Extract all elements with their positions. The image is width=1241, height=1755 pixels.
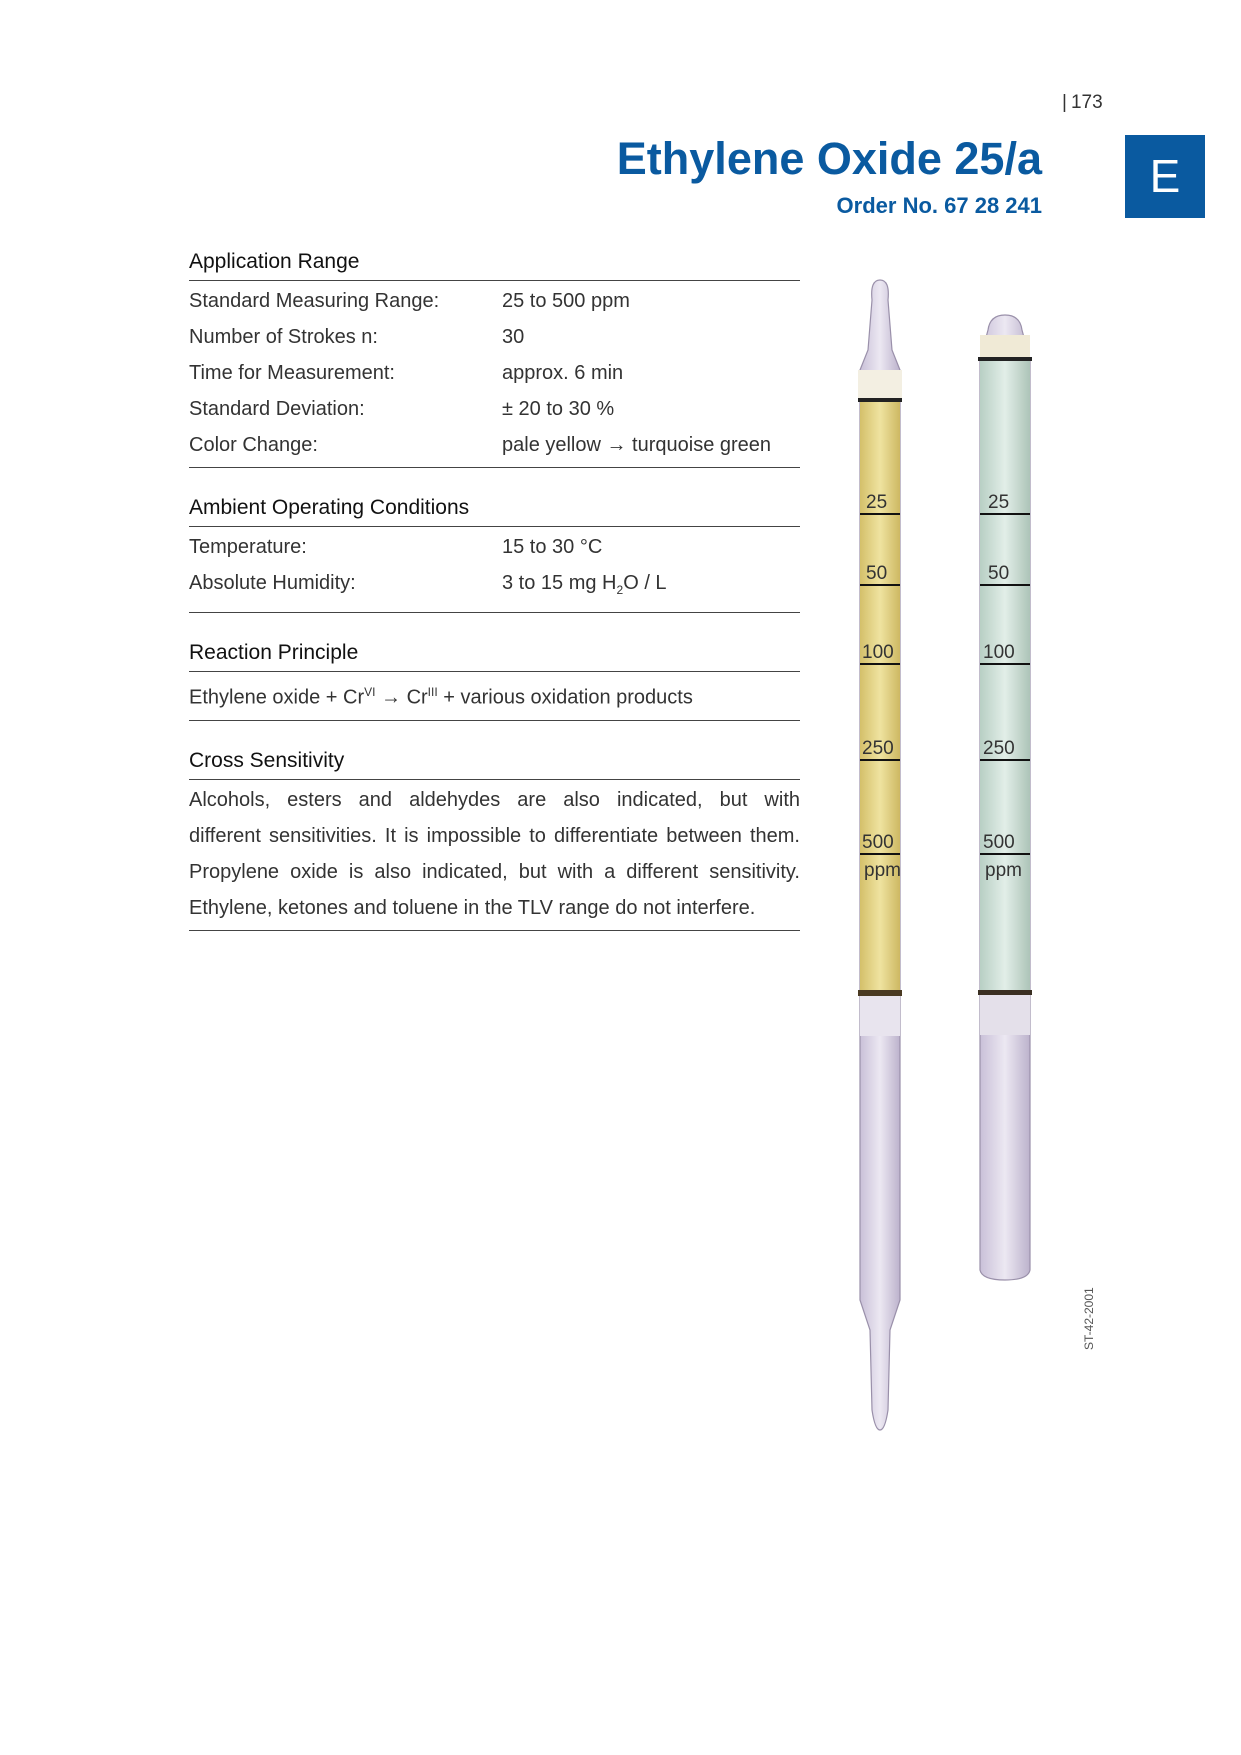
- page-title: Ethylene Oxide 25/a: [616, 133, 1042, 184]
- spec-row: Standard Measuring Range: 25 to 500 ppm: [189, 290, 630, 312]
- ambient-conditions-section: [189, 496, 800, 613]
- section-title: Reaction Principle: [189, 641, 800, 672]
- unit-label: ppm: [864, 860, 901, 881]
- scale-mark-100: [860, 642, 1030, 664]
- photo-credit: ST-42-2001: [1082, 1287, 1096, 1350]
- scale-label: 100: [983, 642, 1015, 663]
- section-tab-e[interactable]: E: [1125, 135, 1205, 218]
- scale-mark-50: [860, 563, 1030, 585]
- paragraph-line: different sensitivities. It is impossible to differentiate between them.: [189, 824, 800, 847]
- scale-label: 500: [983, 832, 1015, 853]
- scale-label: 100: [862, 642, 894, 663]
- paragraph-line: Ethylene, ketones and toluene in the TLV range do not interfere.: [189, 896, 756, 919]
- scale-label: 250: [862, 738, 894, 759]
- used-tube: [978, 315, 1032, 1280]
- scale-label: 500: [862, 832, 894, 853]
- scale-label: 25: [866, 492, 888, 513]
- paragraph-line: Propylene oxide is also indicated, but with a different sensitivity.: [189, 860, 800, 883]
- scale-label: 25: [988, 492, 1010, 513]
- spec-row: Temperature: 15 to 30 °C: [189, 536, 603, 558]
- scale-label: 50: [866, 563, 888, 584]
- section-title: Application Range: [189, 250, 800, 281]
- scale-mark-500: [860, 832, 1030, 854]
- scale-label: 50: [988, 563, 1010, 584]
- order-number: Order No. 67 28 241: [836, 193, 1042, 218]
- spec-row: Time for Measurement: approx. 6 min: [189, 362, 624, 384]
- reaction-equation: Ethylene oxide + $Cr^{VI} \to Cr^{III}$ + various oxidation products: [189, 685, 693, 709]
- application-range-section: [189, 250, 800, 468]
- spec-row: Number of Strokes n: 30: [189, 326, 525, 348]
- scale-label: 250: [983, 738, 1015, 759]
- spec-row: Standard Deviation: ± 20 to 30 %: [189, 398, 615, 420]
- section-title: Ambient Operating Conditions: [189, 496, 800, 527]
- paragraph-line: Alcohols, esters and aldehydes are also indicated, but with: [189, 788, 800, 811]
- scale-mark-250: [860, 738, 1030, 760]
- unit-label: ppm: [985, 860, 1022, 881]
- main-content: [189, 250, 800, 959]
- reaction-principle-section: [189, 641, 800, 721]
- section-title: Cross Sensitivity: [189, 749, 800, 780]
- page-number: | 173: [1062, 92, 1103, 113]
- detector-tubes-image: [830, 270, 1080, 1470]
- spec-row: Color Change: pale yellow → turquoise green: [189, 434, 772, 456]
- scale-mark-25: [860, 492, 1030, 514]
- cross-sensitivity-section: [189, 749, 800, 931]
- spec-row: Absolute Humidity: 3 to 15 mg $H_2O$ / L: [189, 572, 667, 597]
